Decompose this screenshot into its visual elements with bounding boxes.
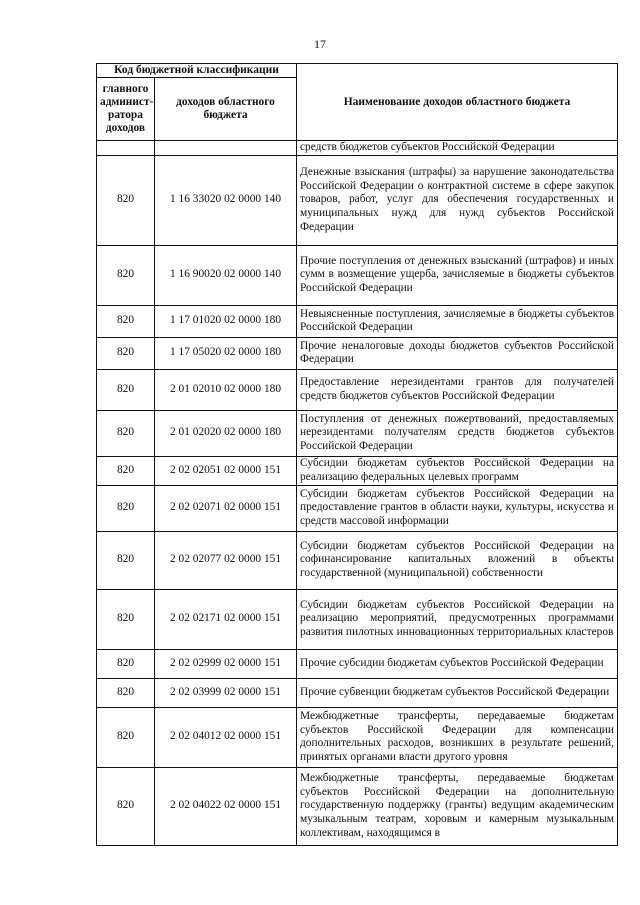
admin-code-cell: 820 bbox=[97, 485, 155, 531]
revenue-code-cell: 1 16 90020 02 0000 140 bbox=[155, 245, 297, 305]
table-row bbox=[97, 456, 618, 485]
revenue-name-cell: Невыясненные поступления, зачисляемые в бюджеты субъектов Российской Федерации bbox=[297, 305, 618, 337]
table-row bbox=[97, 678, 618, 707]
header-admin-column: главного админист-ратора доходов bbox=[97, 78, 155, 141]
revenue-code-cell: 1 16 33020 02 0000 140 bbox=[155, 155, 297, 245]
revenue-code-cell: 2 02 04022 02 0000 151 bbox=[155, 767, 297, 845]
continuation-text: средств бюджетов субъектов Российской Федерации bbox=[297, 141, 618, 156]
admin-code-cell: 820 bbox=[97, 589, 155, 649]
revenue-name-cell: Денежные взыскания (штрафы) за нарушение законодательства Российской Федерации о контрактной системе в сфере закупок товаров, работ, услуг для обеспечения государственных и муниципальных нужд для нужд субъектов Российской Федерации bbox=[297, 155, 618, 245]
table-row bbox=[97, 155, 618, 245]
table-row bbox=[97, 337, 618, 369]
revenue-code-cell: 2 02 04012 02 0000 151 bbox=[155, 707, 297, 767]
revenue-name-cell: Прочие субвенции бюджетам субъектов Российской Федерации bbox=[297, 678, 618, 707]
admin-code-cell: 820 bbox=[97, 369, 155, 410]
revenue-code-cell: 2 01 02020 02 0000 180 bbox=[155, 410, 297, 456]
table-row bbox=[97, 649, 618, 678]
table-row-continuation bbox=[97, 141, 618, 156]
admin-code-cell: 820 bbox=[97, 245, 155, 305]
admin-code-cell: 820 bbox=[97, 531, 155, 589]
admin-code-cell: 820 bbox=[97, 456, 155, 485]
table-row bbox=[97, 767, 618, 845]
table-row bbox=[97, 707, 618, 767]
revenue-code-cell: 1 17 01020 02 0000 180 bbox=[155, 305, 297, 337]
header-name-column: Наименование доходов областного бюджета bbox=[297, 64, 618, 141]
revenue-name-cell: Прочие неналоговые доходы бюджетов субъектов Российской Федерации bbox=[297, 337, 618, 369]
revenue-name-cell: Предоставление нерезидентами грантов для получателей средств бюджетов субъектов Российской Федерации bbox=[297, 369, 618, 410]
table-row bbox=[97, 589, 618, 649]
revenue-code-cell: 2 02 02077 02 0000 151 bbox=[155, 531, 297, 589]
header-group-title: Код бюджетной классификации bbox=[97, 64, 297, 78]
revenue-name-cell: Прочие поступления от денежных взысканий (штрафов) и иных сумм в возмещение ущерба, зачисляемые в бюджеты субъектов Российской Федерации bbox=[297, 245, 618, 305]
revenue-code-cell: 2 01 02010 02 0000 180 bbox=[155, 369, 297, 410]
revenue-code-cell: 2 02 02999 02 0000 151 bbox=[155, 649, 297, 678]
table-row bbox=[97, 245, 618, 305]
table-row bbox=[97, 369, 618, 410]
admin-code-cell: 820 bbox=[97, 337, 155, 369]
revenue-name-cell: Субсидии бюджетам субъектов Российской Федерации на софинансирование капитальных вложений в объекты государственной (муниципальной) собственности bbox=[297, 531, 618, 589]
admin-code-cell: 820 bbox=[97, 649, 155, 678]
revenue-name-cell: Прочие субсидии бюджетам субъектов Российской Федерации bbox=[297, 649, 618, 678]
budget-classification-table bbox=[96, 63, 618, 846]
revenue-code-cell: 2 02 02071 02 0000 151 bbox=[155, 485, 297, 531]
table-row bbox=[97, 531, 618, 589]
revenue-code-cell: 2 02 02051 02 0000 151 bbox=[155, 456, 297, 485]
revenue-name-cell: Поступления от денежных пожертвований, предоставляемых нерезидентами получателям средств бюджетов субъектов Российской Федерации bbox=[297, 410, 618, 456]
admin-code-cell: 820 bbox=[97, 305, 155, 337]
revenue-name-cell: Субсидии бюджетам субъектов Российской Федерации на реализацию федеральных целевых программ bbox=[297, 456, 618, 485]
revenue-code-cell: 2 02 03999 02 0000 151 bbox=[155, 678, 297, 707]
table-row bbox=[97, 485, 618, 531]
revenue-name-cell: Межбюджетные трансферты, передаваемые бюджетам субъектов Российской Федерации на дополнительную государственную поддержку (гранты) ведущим академическим музыкальным театрам, хоровым и камерным музыкальным коллективам, находящимся в bbox=[297, 767, 618, 845]
page-number: 17 bbox=[314, 37, 326, 51]
admin-code-cell: 820 bbox=[97, 155, 155, 245]
admin-code-cell: 820 bbox=[97, 678, 155, 707]
revenue-name-cell: Субсидии бюджетам субъектов Российской Федерации на предоставление грантов в области науки, культуры, искусства и средств массовой информации bbox=[297, 485, 618, 531]
revenue-name-cell: Межбюджетные трансферты, передаваемые бюджетам субъектов Российской Федерации для компенсации дополнительных расходов, возникших в результате решений, принятых органами власти другого уровня bbox=[297, 707, 618, 767]
revenue-code-cell: 2 02 02171 02 0000 151 bbox=[155, 589, 297, 649]
table-row bbox=[97, 410, 618, 456]
table-row bbox=[97, 305, 618, 337]
revenue-name-cell: Субсидии бюджетам субъектов Российской Федерации на реализацию мероприятий, предусмотренных программами развития пилотных инновационных территориальных кластеров bbox=[297, 589, 618, 649]
admin-code-cell: 820 bbox=[97, 767, 155, 845]
admin-code-cell: 820 bbox=[97, 410, 155, 456]
header-code-column: доходов областного бюджета bbox=[155, 78, 297, 141]
admin-code-cell: 820 bbox=[97, 707, 155, 767]
revenue-code-cell: 1 17 05020 02 0000 180 bbox=[155, 337, 297, 369]
